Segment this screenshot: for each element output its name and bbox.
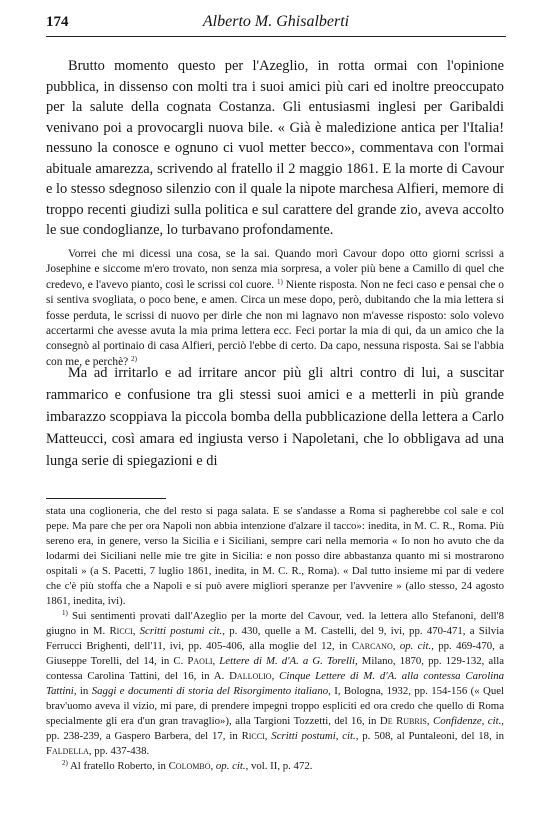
body-paragraph-2	[46, 362, 504, 472]
footnote-1: $^{1)}$ Sui sentimenti provati dall'Azeglio per la morte del Cavour, ved. la lettera allo Stefanoni, dell'8 giugno in M. Ricci, Scritti postumi cit., p. 430, quelle a M. Castelli, del 9, ivi, pp. 470-471, a Silvia Ferrucci Brighenti, dell'11, ivi, pp. 405-406, alla moglie del 12, in Carcano, op. cit., pp. 469-470, a Giuseppe Torelli, del 14, in C. Paoli, Lettere di M. d'A. a G. Torelli, Milano, 1870, pp. 129-132, alla contessa Carolina Tattini, del 16, in A. Dallolio, Cinque Lettere di M. d'A. alla contessa Carolina Tattini, in Saggi e documenti di storia del Risorgimento italiano, I, Bologna, 1932, pp. 154-156 (« Quel brav'uomo aveva il vizio, mi pare, di prendere impegni troppo espliciti ed ora credo che quello di Roma specialmente gli era d'un gran travaglio»), alla Targioni Tozzetti, del 16, in De Rubris, Confidenze, cit., pp. 238-239, a Gaspero Barbera, del 17, in Ricci, Scritti postumi, cit., p. 508, al Puntaleoni, del 18, in Faldella, pp. 437-438.	[46, 609, 505, 757]
paragraph-text: Ma ad irritarlo e ad irritare ancor più gli altri contro di lui, a suscitar rammarico e confusione tra gli stessi suoi amici e a metterli in più grande imbarazzo scoppiava la piccola bomba della pubblicazione della lettera a Carlo Matteucci, così amara ed ingiusta verso i Napoletani, che lo obbligava ad una lunga serie di spiegazioni e di	[46, 365, 504, 469]
body-paragraph-1	[46, 56, 504, 241]
quote-part-1: Vorrei che mi dicessi una cosa, se la sai. Quando morì Cavour dopo otto giorni scrissi a Josephine e siccome m'ero trovato, non senza mia sorpresa, a voler più bene a Camillo di quel che credevo, e l'avevo pianto, così le scrissi col cuore.	[46, 248, 504, 291]
page-number: 174	[46, 14, 69, 30]
footnote-1-mark: 1)	[62, 609, 68, 617]
footnote-rule	[46, 498, 166, 499]
block-quote	[46, 247, 504, 370]
footnote-ref-2: 2)	[131, 354, 137, 363]
header-rule	[46, 36, 506, 37]
page-header	[46, 10, 506, 36]
paragraph-text: Brutto momento questo per l'Azeglio, in rotta ormai con l'opinione pubblica, in dissenso con molti tra i suoi amici più cari ed inoltre preoccupato per la salute della cognata Costanza. Gli entusiasmi inglesi per Garibaldi venivano poi a provocargli nuova bile. « Già è maledizione antica per l'Italia! nessuno la conosce e ognuno ci vuol metter becco», commentava con l'ormai abituale amarezza, scrivendo al fratello il 2 maggio 1861. E la morte di Cavour e lo stesso sdegnoso silenzio con il quale la nipote marchesa Alfieri, memore di troppo recenti giudizi sulla politica e sul carattere del grande zio, aveva accolto le sue condoglianze, lo turbavano profondamente.	[46, 58, 504, 238]
footnotes	[46, 504, 504, 774]
footnote-continuation: stata una coglioneria, che del resto si paga salata. E se s'andasse a Roma si pagherebbe col sale e col pepe. Ma pare che per ora Napoli non abbia intenzione d'alzare il tacco»: inedita, in M. C. R., Roma. Più sereno era, in genere, verso la Sicilia e i Siciliani, sempre cari nella memoria « Io non ho avuto che da lodarmi dei Siciliani nelle mie tre gite in Sicilia: e non posso dire abbastanza quanto mi si mostrarono ospitali » (a S. Pacetti, 7 luglio 1861, inedita, in M. C. R., Roma). « Dal tutto insieme mi par di vedere che c'è più stoffa che a Napoli e si può avere migliori speranze per l'avvenire » (allo stesso, 24 agosto 1861, inedita, ivi).	[46, 505, 504, 607]
footnote-2-mark: 2)	[62, 759, 68, 767]
footnote-ref-1: 1)	[277, 277, 283, 286]
footnote-2: $^{2)}$ Al fratello Roberto, in Colombo, op. cit., vol. II, p. 472.	[62, 759, 313, 772]
quote-part-2: Niente risposta. Non ne feci caso e pensai che o si sentiva svogliata, o poco bene, e amen. Circa un mese dopo, però, dubitando che la mia lettera si fosse perduta, le scrissi di nuovo per dirle che non mi lagnavo non m'avesse risposto: solo volevo accertarmi che avesse avuta la mia prima lettera ecc. Feci portar la mia di qui, da un amico che la consegnò al portinaio di casa Alfieri, perciò l'ebbe di certo. Da capo, nessuna risposta. Sai se l'abbia con me, e perchè?	[46, 278, 504, 368]
quote-text	[46, 247, 504, 370]
running-title: Alberto M. Ghisalberti	[202, 13, 350, 30]
